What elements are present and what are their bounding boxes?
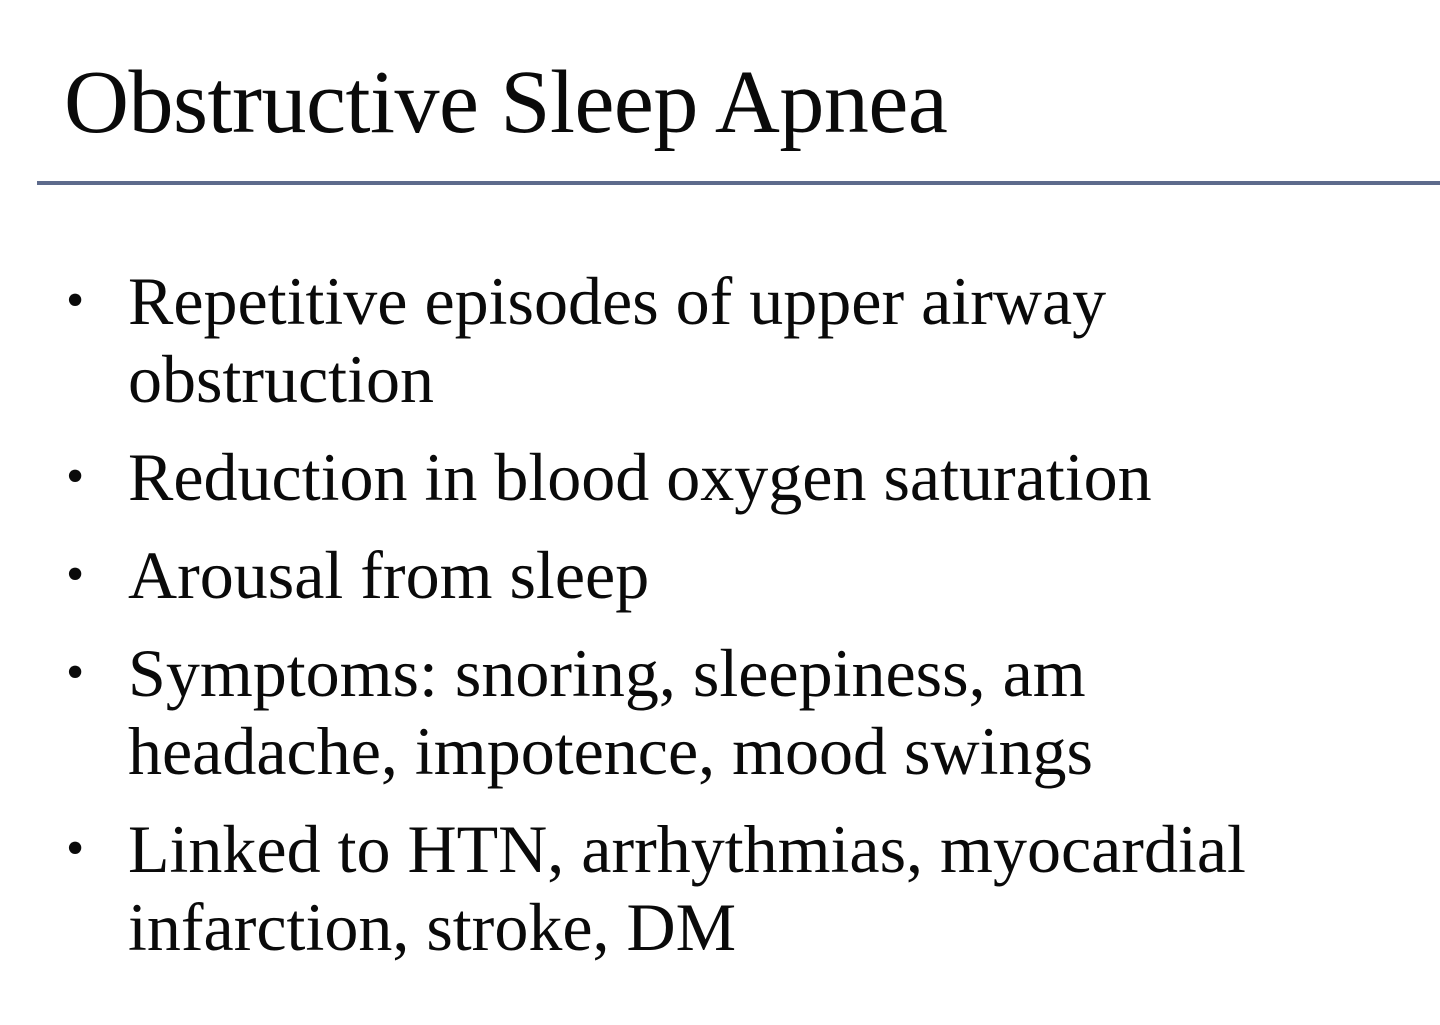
bullet-item (66, 634, 1406, 790)
slide-title: Obstructive Sleep Apnea (64, 53, 948, 152)
bullet-item (66, 536, 1406, 614)
bullet-text-line: Linked to HTN, arrhythmias, myocardial (128, 811, 1246, 887)
bullet-text-line: obstruction (128, 341, 434, 417)
bullet-text-line: headache, impotence, mood swings (128, 713, 1093, 789)
bullet-icon: • (66, 448, 85, 505)
bullet-text-line: Arousal from sleep (128, 537, 650, 613)
bullet-list (66, 262, 1406, 986)
bullet-text-line: infarction, stroke, DM (128, 889, 737, 965)
title-divider (37, 181, 1440, 185)
bullet-text-line: Reduction in blood oxygen saturation (128, 439, 1152, 515)
bullet-item (66, 438, 1406, 516)
bullet-text-line: Repetitive episodes of upper airway (128, 263, 1107, 339)
bullet-icon: • (66, 644, 85, 701)
bullet-item (66, 810, 1406, 966)
bullet-icon: • (66, 820, 85, 877)
bullet-icon: • (66, 546, 85, 603)
bullet-item (66, 262, 1406, 418)
bullet-icon: • (66, 272, 85, 329)
bullet-text-line: Symptoms: snoring, sleepiness, am (128, 635, 1086, 711)
